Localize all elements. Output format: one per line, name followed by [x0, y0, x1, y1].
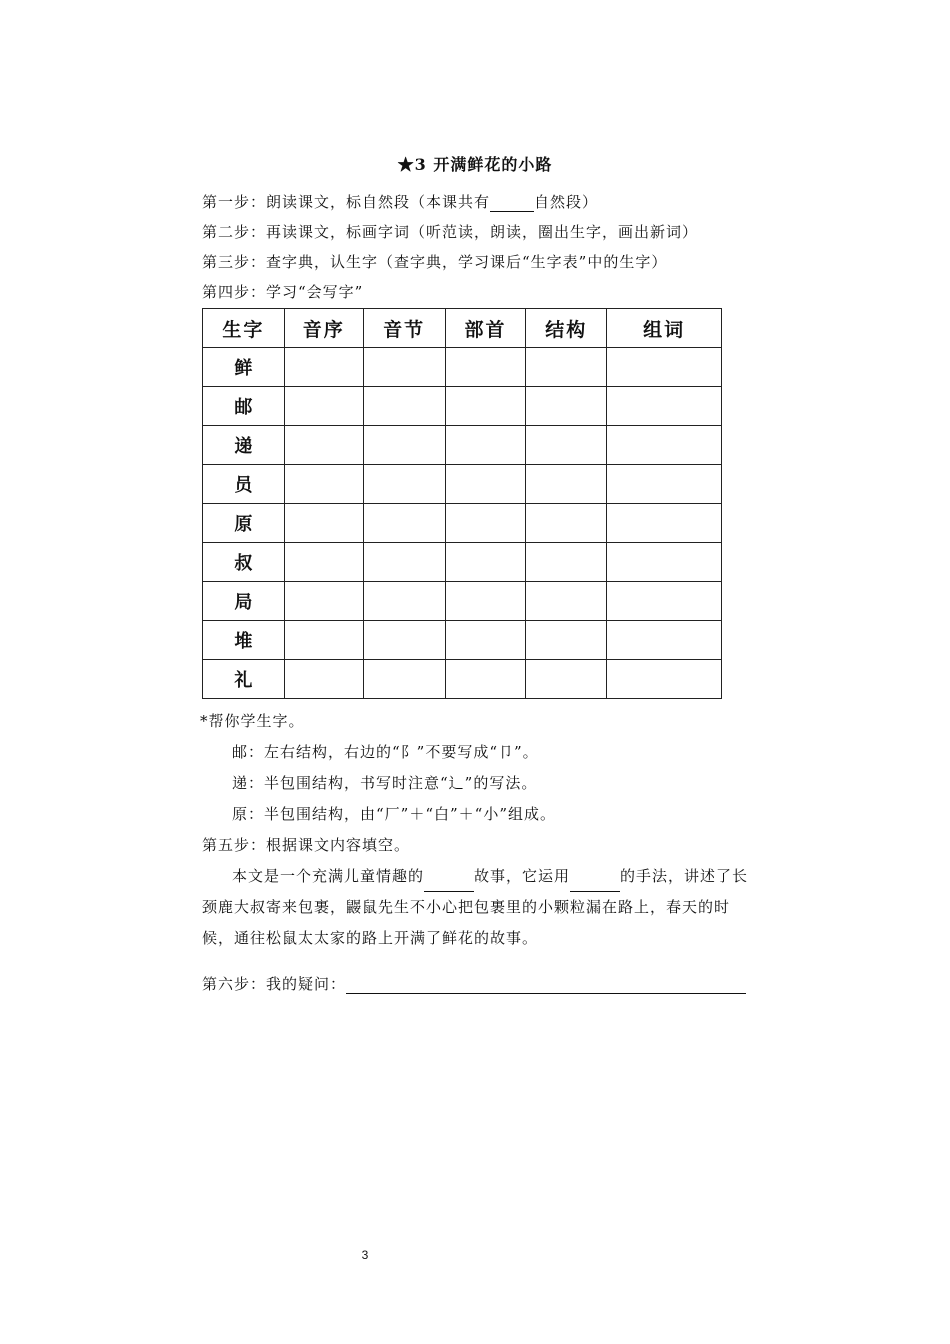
answer-cell[interactable] [526, 504, 607, 543]
answer-cell[interactable] [284, 426, 363, 465]
answer-cell[interactable] [363, 348, 445, 387]
help-note: 邮：左右结构，右边的“阝”不要写成“卩”。 [232, 743, 539, 761]
char-cell: 邮 [203, 387, 285, 426]
help-note: 递：半包围结构，书写时注意“辶”的写法。 [232, 774, 538, 792]
step-1-text: 第一步：朗读课文，标自然段（本课共有 [202, 193, 491, 211]
table-row [203, 426, 722, 465]
step-6-label: 第六步：我的疑问： [202, 975, 347, 993]
page-number: 3 [361, 1248, 369, 1262]
step-4: 第四步：学习“会写字” [202, 283, 364, 301]
answer-cell[interactable] [363, 387, 445, 426]
story-type-blank[interactable] [424, 875, 474, 892]
table-row [203, 465, 722, 504]
answer-cell[interactable] [445, 348, 526, 387]
answer-cell[interactable] [363, 621, 445, 660]
answer-cell[interactable] [363, 582, 445, 621]
help-title: *帮你学生字。 [200, 712, 305, 730]
page-title: ★3 开满鲜花的小路 [397, 155, 553, 174]
answer-cell[interactable] [445, 387, 526, 426]
table-row [203, 621, 722, 660]
answer-cell[interactable] [607, 387, 722, 426]
answer-cell[interactable] [607, 426, 722, 465]
step-1 [202, 191, 598, 212]
char-cell: 局 [203, 582, 285, 621]
answer-cell[interactable] [284, 504, 363, 543]
help-note: 原：半包围结构，由“厂”＋“白”＋“小”组成。 [232, 805, 557, 823]
fill-text: 故事，它运用 [474, 867, 571, 885]
table-row [203, 348, 722, 387]
answer-cell[interactable] [526, 543, 607, 582]
fill-paragraph [202, 861, 752, 954]
answer-cell[interactable] [526, 387, 607, 426]
char-cell: 员 [203, 465, 285, 504]
table-row [203, 660, 722, 699]
answer-cell[interactable] [284, 582, 363, 621]
header-words: 组词 [607, 309, 722, 348]
answer-cell[interactable] [284, 465, 363, 504]
answer-cell[interactable] [284, 660, 363, 699]
answer-cell[interactable] [363, 660, 445, 699]
answer-cell[interactable] [526, 621, 607, 660]
answer-cell[interactable] [607, 348, 722, 387]
table-body [203, 348, 722, 699]
answer-cell[interactable] [363, 543, 445, 582]
answer-cell[interactable] [363, 465, 445, 504]
header-char: 生字 [203, 309, 285, 348]
answer-cell[interactable] [445, 582, 526, 621]
answer-cell[interactable] [445, 504, 526, 543]
answer-cell[interactable] [284, 387, 363, 426]
answer-cell[interactable] [284, 348, 363, 387]
technique-blank[interactable] [570, 875, 620, 892]
answer-cell[interactable] [363, 504, 445, 543]
step-6 [202, 973, 746, 994]
table-row [203, 504, 722, 543]
answer-cell[interactable] [526, 465, 607, 504]
answer-cell[interactable] [284, 621, 363, 660]
char-cell: 堆 [203, 621, 285, 660]
answer-cell[interactable] [445, 543, 526, 582]
step-3: 第三步：查字典，认生字（查字典，学习课后“生字表”中的生字） [202, 253, 668, 271]
answer-cell[interactable] [526, 348, 607, 387]
char-cell: 递 [203, 426, 285, 465]
answer-cell[interactable] [607, 543, 722, 582]
header-radical: 部首 [445, 309, 526, 348]
fill-text: 本文是一个充满儿童情趣的 [232, 867, 425, 885]
header-initial: 音序 [284, 309, 363, 348]
answer-cell[interactable] [526, 660, 607, 699]
answer-cell[interactable] [526, 582, 607, 621]
answer-cell[interactable] [445, 660, 526, 699]
answer-cell[interactable] [607, 465, 722, 504]
character-table [202, 308, 722, 699]
char-cell: 叔 [203, 543, 285, 582]
step-1-text-end: 自然段） [534, 193, 599, 211]
answer-cell[interactable] [607, 582, 722, 621]
answer-cell[interactable] [526, 426, 607, 465]
char-cell: 礼 [203, 660, 285, 699]
answer-cell[interactable] [607, 660, 722, 699]
answer-cell[interactable] [607, 504, 722, 543]
answer-cell[interactable] [445, 426, 526, 465]
answer-cell[interactable] [445, 621, 526, 660]
header-syllable: 音节 [363, 309, 445, 348]
fill-text: 的手法，讲述了长颈鹿大叔寄来包裹，鼹鼠先生不小心把包裹里的小颗粒漏在路上，春天的时候，通往松鼠太太家的路上开满了鲜花的故事。 [202, 867, 749, 947]
question-answer-line[interactable] [346, 977, 746, 994]
answer-cell[interactable] [363, 426, 445, 465]
step-2: 第二步：再读课文，标画字词（听范读，朗读，圈出生字，画出新词） [202, 223, 699, 241]
table-header-row [203, 309, 722, 348]
answer-cell[interactable] [445, 465, 526, 504]
answer-cell[interactable] [607, 621, 722, 660]
table-row [203, 387, 722, 426]
paragraph-count-blank[interactable] [490, 195, 534, 212]
char-cell: 鲜 [203, 348, 285, 387]
step-5: 第五步：根据课文内容填空。 [202, 836, 411, 854]
table-row [203, 582, 722, 621]
char-cell: 原 [203, 504, 285, 543]
table-row [203, 543, 722, 582]
answer-cell[interactable] [284, 543, 363, 582]
header-structure: 结构 [526, 309, 607, 348]
